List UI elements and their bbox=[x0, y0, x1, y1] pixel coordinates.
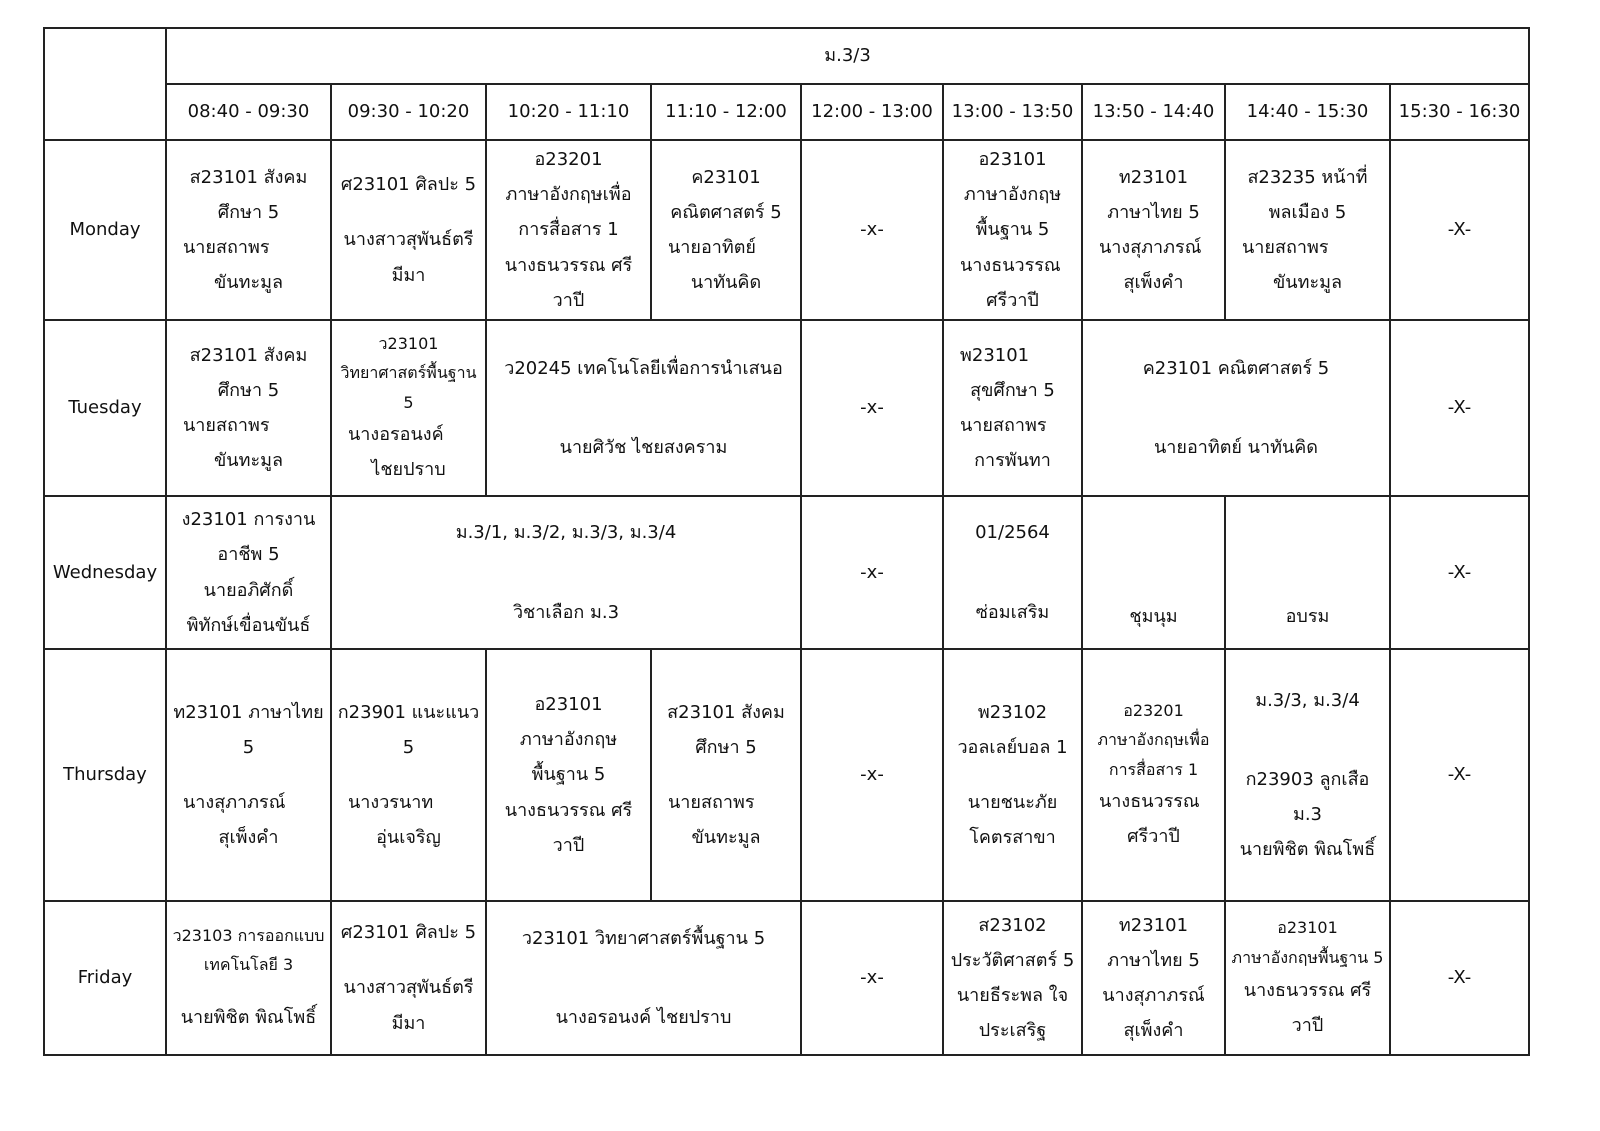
subject-line: อ23101 bbox=[1277, 918, 1338, 938]
subject-line: ท23101 ภาษาไทย bbox=[173, 701, 324, 723]
class-title: ม.3/3 bbox=[166, 28, 1529, 84]
subject-line: ว23103 การออกแบบ bbox=[172, 925, 325, 945]
teacher-line: นางสุภาภรณ์ bbox=[1102, 985, 1205, 1006]
cell-tuesday-p1 bbox=[166, 320, 331, 496]
teacher-line: วาปี bbox=[1291, 1014, 1324, 1036]
teacher-line: ไชยปราบ bbox=[371, 459, 446, 481]
cell-monday-p1 bbox=[166, 140, 331, 320]
subject-line: เทคโนโลยี 3 bbox=[203, 955, 294, 975]
teacher-line: ศรีวาปี bbox=[1127, 826, 1180, 848]
teacher-line: นายอภิศักดิ์ bbox=[203, 579, 294, 601]
teacher-line: นางวรนาท bbox=[348, 792, 434, 813]
row-monday bbox=[44, 140, 1529, 320]
cell-monday-p2 bbox=[331, 140, 486, 320]
subject-line: ว20245 เทคโนโลยีเพื่อการนำเสนอ bbox=[504, 357, 783, 379]
cell-friday-p5 bbox=[943, 901, 1082, 1055]
cell-friday-p1 bbox=[166, 901, 331, 1055]
teacher-line: ขันทะมูล bbox=[1272, 272, 1343, 294]
row-thursday bbox=[44, 649, 1529, 901]
subject-line: วิทยาศาสตร์พื้นฐาน bbox=[340, 363, 477, 383]
subject-line: อ23201 bbox=[1123, 700, 1184, 720]
subject-line: วอลเลย์บอล 1 bbox=[957, 736, 1068, 758]
subject-line: ภาษาอังกฤษพื้นฐาน 5 bbox=[1231, 947, 1384, 967]
teacher-line: ศรีวาปี bbox=[986, 289, 1039, 311]
subject-line: ภาษาอังกฤษ bbox=[519, 729, 618, 751]
teacher-line: นายสถาพร bbox=[183, 237, 270, 258]
teacher-line: นางอรอนงค์ ไชยปราบ bbox=[555, 1007, 732, 1028]
row-friday bbox=[44, 901, 1529, 1055]
subject-line: พลเมือง 5 bbox=[1268, 201, 1347, 223]
subject-line: อ23101 bbox=[978, 149, 1047, 171]
cell-wednesday-p7 bbox=[1225, 496, 1390, 649]
cell-thursday-p7 bbox=[1225, 649, 1390, 901]
subject-line: ซ่อมเสริม bbox=[975, 601, 1050, 623]
time-slot-9: 15:30 - 16:30 bbox=[1390, 84, 1529, 140]
subject-line: ศ23101 ศิลปะ 5 bbox=[340, 174, 477, 196]
cell-monday-p6 bbox=[1082, 140, 1225, 320]
cell-tuesday-p2 bbox=[331, 320, 486, 496]
cell-wednesday-lunch: -x- bbox=[801, 496, 943, 649]
subject-line: วิชาเลือก ม.3 bbox=[512, 601, 620, 623]
subject-line: 5 bbox=[402, 736, 415, 758]
row-wednesday bbox=[44, 496, 1529, 649]
subject-line: ศึกษา 5 bbox=[695, 736, 757, 758]
teacher-line: ขันทะมูล bbox=[691, 827, 761, 849]
subject-line: ส23102 bbox=[978, 914, 1047, 936]
teacher-line: มีมา bbox=[391, 1012, 426, 1034]
subject-line: ส23235 หน้าที่ bbox=[1247, 166, 1368, 188]
subject-line: พ23102 bbox=[977, 701, 1048, 723]
teacher-line: อุ่นเจริญ bbox=[376, 827, 441, 849]
time-slot-5: 12:00 - 13:00 bbox=[801, 84, 943, 140]
cell-thursday-p2 bbox=[331, 649, 486, 901]
code-line: 01/2564 bbox=[975, 522, 1050, 544]
day-label: Tuesday bbox=[44, 320, 166, 496]
subject-line: พ23101 bbox=[960, 344, 1030, 366]
subject-line: ท23101 bbox=[1118, 166, 1189, 188]
day-label: Wednesday bbox=[44, 496, 166, 649]
subject-line: อ23201 bbox=[534, 149, 603, 171]
teacher-line: นาทันคิด bbox=[690, 272, 762, 294]
cell-thursday-p5 bbox=[943, 649, 1082, 901]
cell-thursday-p3 bbox=[486, 649, 651, 901]
cell-wednesday-p6 bbox=[1082, 496, 1225, 649]
teacher-line: ขันทะมูล bbox=[213, 272, 284, 294]
teacher-line: นายสถาพร bbox=[1242, 237, 1329, 258]
subject-line: การสื่อสาร 1 bbox=[1108, 759, 1199, 779]
teacher-line: ประเสริฐ bbox=[978, 1020, 1047, 1042]
cell-monday-p7 bbox=[1225, 140, 1390, 320]
subject-line: ภาษาไทย 5 bbox=[1107, 201, 1200, 223]
subject-line: ว23101 bbox=[378, 333, 439, 353]
teacher-line: นายพิชิต พิณโพธิ์ bbox=[180, 1007, 317, 1029]
teacher-line: นางสุภาภรณ์ bbox=[1099, 237, 1202, 258]
teacher-line: นางธนวรรณ ศรี bbox=[504, 254, 633, 276]
teacher-line: นายอาทิตย์ นาทันคิด bbox=[1153, 437, 1318, 458]
subject-line: ศึกษา 5 bbox=[217, 201, 280, 223]
subject-line: อาชีพ 5 bbox=[217, 544, 280, 566]
cell-wednesday-p1 bbox=[166, 496, 331, 649]
teacher-line: มีมา bbox=[391, 264, 426, 286]
teacher-line: นางสาวสุพันธ์ตรี bbox=[343, 977, 474, 999]
teacher-line: สุเพ็งคำ bbox=[1123, 1020, 1184, 1042]
teacher-line: ขันทะมูล bbox=[213, 450, 284, 472]
subject-line: ศ23101 ศิลปะ 5 bbox=[340, 922, 477, 944]
teacher-line: วาปี bbox=[552, 289, 585, 311]
teacher-line: นายพิชิต พิณโพธิ์ bbox=[1239, 839, 1376, 861]
cell-wednesday-p2-4 bbox=[331, 496, 801, 649]
cell-thursday-last: -X- bbox=[1390, 649, 1529, 901]
subject-line: ว23101 วิทยาศาสตร์พื้นฐาน 5 bbox=[521, 927, 766, 949]
teacher-line: นางธนวรรณ ศรี bbox=[504, 799, 633, 821]
time-slot-4: 11:10 - 12:00 bbox=[651, 84, 801, 140]
cell-friday-lunch: -x- bbox=[801, 901, 943, 1055]
subject-line: ส23101 สังคม bbox=[189, 166, 308, 188]
teacher-line: นางธนวรรณ bbox=[960, 254, 1061, 276]
subject-line: ค23101 bbox=[691, 166, 761, 188]
teacher-line: นางสาวสุพันธ์ตรี bbox=[343, 229, 474, 251]
cell-friday-p6 bbox=[1082, 901, 1225, 1055]
cell-monday-last: -X- bbox=[1390, 140, 1529, 320]
corner-cell bbox=[44, 28, 166, 140]
subject-line: ภาษาอังกฤษเพื่อ bbox=[505, 184, 632, 206]
subject-line: ก23903 ลูกเสือ ม.3 bbox=[1245, 768, 1370, 825]
subject-line: อ23101 bbox=[534, 694, 603, 716]
teacher-line: นางอรอนงค์ bbox=[348, 424, 444, 446]
time-slot-3: 10:20 - 11:10 bbox=[486, 84, 651, 140]
teacher-line: นายชนะภัย bbox=[967, 792, 1058, 813]
class-list: ม.3/3, ม.3/4 bbox=[1255, 689, 1360, 711]
teacher-line: สุเพ็งคำ bbox=[218, 827, 279, 849]
time-slot-7: 13:50 - 14:40 bbox=[1082, 84, 1225, 140]
day-label: Monday bbox=[44, 140, 166, 320]
teacher-line: นางสุภาภรณ์ bbox=[183, 792, 286, 813]
cell-tuesday-p5 bbox=[943, 320, 1082, 496]
teacher-line: สุเพ็งคำ bbox=[1123, 272, 1184, 294]
cell-tuesday-p3-4 bbox=[486, 320, 801, 496]
teacher-line: นายสถาพร bbox=[183, 415, 270, 436]
subject-line: พื้นฐาน 5 bbox=[975, 219, 1050, 241]
subject-line: การสื่อสาร 1 bbox=[518, 219, 619, 241]
cell-friday-p2 bbox=[331, 901, 486, 1055]
subject-line: ส23101 สังคม bbox=[189, 344, 308, 366]
subject-line: ภาษาไทย 5 bbox=[1107, 949, 1200, 971]
teacher-line: นางธนวรรณ bbox=[1099, 791, 1200, 813]
day-label: Thursday bbox=[44, 649, 166, 901]
row-tuesday bbox=[44, 320, 1529, 496]
subject-line: 5 bbox=[242, 736, 255, 758]
teacher-line: พิทักษ์เขื่อนขันธ์ bbox=[186, 614, 311, 636]
time-slot-2: 09:30 - 10:20 bbox=[331, 84, 486, 140]
day-label: Friday bbox=[44, 901, 166, 1055]
subject-line: ก23901 แนะแนว bbox=[337, 701, 480, 723]
cell-monday-p5 bbox=[943, 140, 1082, 320]
subject-line: พื้นฐาน 5 bbox=[531, 764, 606, 786]
cell-friday-p3-4 bbox=[486, 901, 801, 1055]
time-slot-8: 14:40 - 15:30 bbox=[1225, 84, 1390, 140]
teacher-line: วาปี bbox=[552, 834, 585, 856]
cell-thursday-p4 bbox=[651, 649, 801, 901]
teacher-line: นายธีระพล ใจ bbox=[956, 985, 1069, 1006]
cell-monday-p4 bbox=[651, 140, 801, 320]
cell-monday-p3 bbox=[486, 140, 651, 320]
teacher-line: นายสถาพร bbox=[960, 415, 1047, 436]
subject-line: ส23101 สังคม bbox=[667, 701, 785, 723]
cell-tuesday-lunch: -x- bbox=[801, 320, 943, 496]
cell-thursday-p1 bbox=[166, 649, 331, 901]
teacher-line: นางธนวรรณ ศรี bbox=[1243, 979, 1372, 1001]
cell-monday-lunch: -x- bbox=[801, 140, 943, 320]
teacher-line: นายอาทิตย์ bbox=[668, 237, 756, 258]
timetable bbox=[43, 27, 1530, 1056]
subject-line: สุขศึกษา 5 bbox=[970, 379, 1055, 401]
time-slot-1: 08:40 - 09:30 bbox=[166, 84, 331, 140]
cell-wednesday-p5 bbox=[943, 496, 1082, 649]
cell-thursday-p6 bbox=[1082, 649, 1225, 901]
teacher-line: นายศิวัช ไชยสงคราม bbox=[559, 437, 728, 458]
cell-tuesday-last: -X- bbox=[1390, 320, 1529, 496]
subject-line: ชุมนุม bbox=[1129, 605, 1178, 627]
subject-line: อบรม bbox=[1285, 605, 1330, 627]
class-list: ม.3/1, ม.3/2, ม.3/3, ม.3/4 bbox=[455, 522, 677, 544]
cell-friday-last: -X- bbox=[1390, 901, 1529, 1055]
teacher-line: นายสถาพร bbox=[668, 792, 755, 813]
teacher-line: การพันทา bbox=[974, 450, 1051, 472]
subject-line: ศึกษา 5 bbox=[217, 379, 280, 401]
subject-line: ค23101 คณิตศาสตร์ 5 bbox=[1142, 357, 1330, 379]
subject-line: 5 bbox=[403, 392, 414, 412]
cell-thursday-lunch: -x- bbox=[801, 649, 943, 901]
cell-wednesday-last: -X- bbox=[1390, 496, 1529, 649]
time-slot-6: 13:00 - 13:50 bbox=[943, 84, 1082, 140]
subject-line: ง23101 การงาน bbox=[181, 509, 316, 531]
subject-line: ท23101 bbox=[1118, 914, 1189, 936]
cell-tuesday-p6-7 bbox=[1082, 320, 1390, 496]
teacher-line: โคตรสาขา bbox=[969, 827, 1056, 849]
subject-line: ภาษาอังกฤษ bbox=[963, 184, 1062, 206]
subject-line: ภาษาอังกฤษเพื่อ bbox=[1097, 730, 1210, 750]
cell-friday-p7 bbox=[1225, 901, 1390, 1055]
subject-line: ประวัติศาสตร์ 5 bbox=[950, 949, 1075, 971]
subject-line: คณิตศาสตร์ 5 bbox=[670, 201, 782, 223]
